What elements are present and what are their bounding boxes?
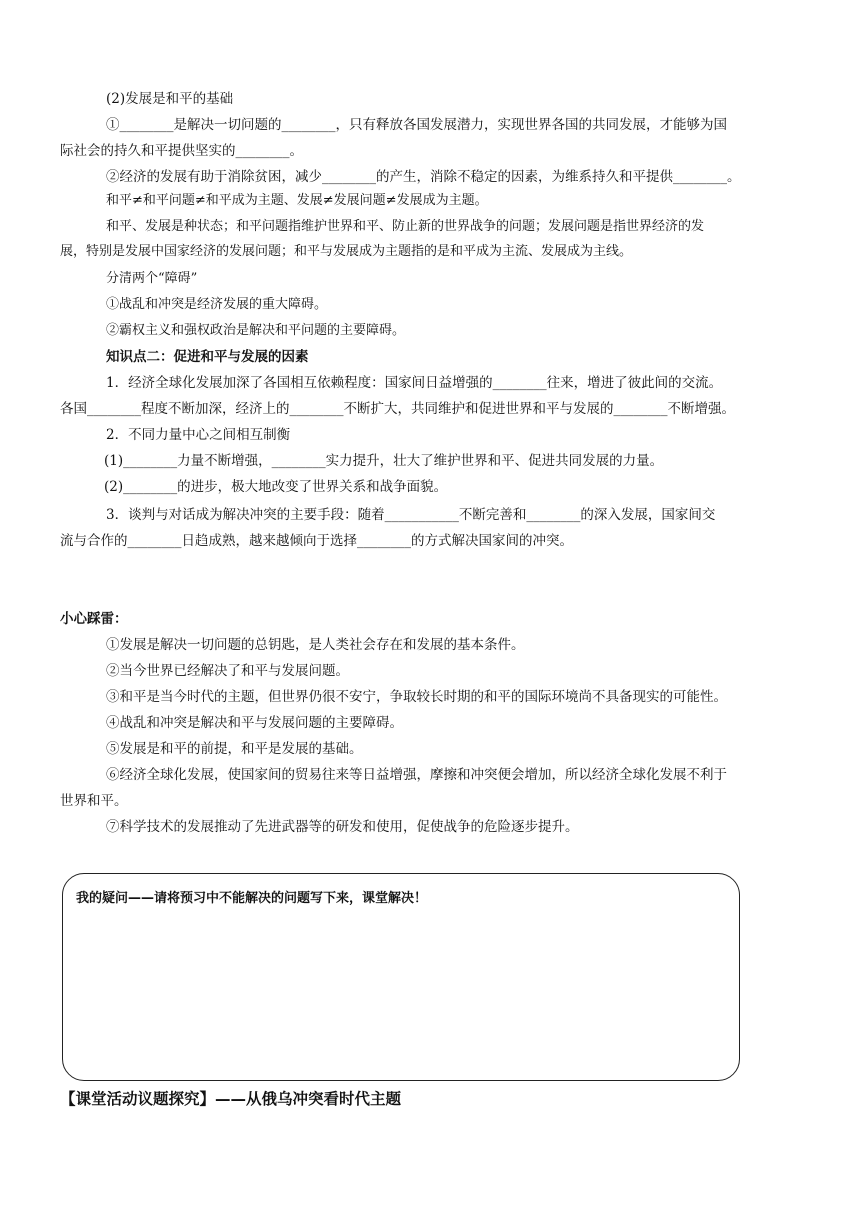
pitfall-item: ③和平是当今时代的主题，但世界仍很不安宁，争取较长时期的和平的国际环境尚不具备现实的可能性。 bbox=[106, 689, 727, 705]
activity-title: 【课堂活动议题探究】——从俄乌冲突看时代主题 bbox=[60, 1090, 402, 1108]
knowledge-point-heading: 知识点二：促进和平与发展的因素 bbox=[106, 349, 309, 365]
paragraph-line: (1)________力量不断增强，________实力提升，壮大了维护世界和平、促进共同发展的力量。 bbox=[104, 453, 664, 469]
question-box-title: 我的疑问——请将预习中不能解决的问题写下来，课堂解决！ bbox=[76, 891, 428, 906]
paragraph-line: ①________是解决一切问题的________，只有释放各国发展潜力，实现世界各国的共同发展，才能够为国 bbox=[106, 117, 727, 133]
paragraph-line: 各国________程度不断加深，经济上的________不断扩大，共同维护和促进世界和平与发展的________不断增强。 bbox=[60, 401, 735, 417]
pitfall-item: 世界和平。 bbox=[60, 793, 128, 809]
pitfall-item: ①发展是解决一切问题的总钥匙，是人类社会存在和发展的基本条件。 bbox=[106, 637, 525, 653]
note-line: 展，特别是发展中国家经济的发展问题；和平与发展成为主题指的是和平成为主流、发展成为主线。 bbox=[60, 244, 633, 259]
pitfall-item: ②当今世界已经解决了和平与发展问题。 bbox=[106, 663, 349, 679]
note-line: 分清两个“障碍” bbox=[106, 271, 198, 286]
note-line: 和平、发展是种状态；和平问题指维护世界和平、防止新的世界战争的问题；发展问题是指世界经济的发 bbox=[106, 219, 705, 234]
pitfall-item: ④战乱和冲突是解决和平与发展问题的主要障碍。 bbox=[106, 715, 403, 731]
paragraph-line: (2)________的进步，极大地改变了世界关系和战争面貌。 bbox=[104, 479, 448, 495]
note-line: ②霸权主义和强权政治是解决和平问题的主要障碍。 bbox=[106, 323, 406, 338]
paragraph-line: 3．谈判与对话成为解决冲突的主要手段：随着___________不断完善和________的深入发展，国家间交 bbox=[106, 507, 716, 523]
pitfalls-heading: 小心踩雷： bbox=[60, 611, 128, 627]
paragraph-line: 1．经济全球化发展加深了各国相互依赖程度：国家间日益增强的________往来，增进了彼此间的交流。 bbox=[106, 375, 723, 391]
subsection-heading: (2)发展是和平的基础 bbox=[106, 91, 234, 107]
note-line: 和平≠和平问题≠和平成为主题、发展≠发展问题≠发展成为主题。 bbox=[106, 193, 488, 208]
pitfall-item: ⑥经济全球化发展，使国家间的贸易往来等日益增强，摩擦和冲突便会增加，所以经济全球化发展不利于 bbox=[106, 767, 727, 783]
pitfall-item: ⑤发展是和平的前提，和平是发展的基础。 bbox=[106, 741, 363, 757]
paragraph-line: 流与合作的________日趋成熟，越来越倾向于选择________的方式解决国家间的冲突。 bbox=[60, 533, 573, 549]
paragraph-line: 际社会的持久和平提供坚实的________。 bbox=[60, 143, 303, 159]
note-line: ①战乱和冲突是经济发展的重大障碍。 bbox=[106, 297, 328, 312]
pitfall-item: ⑦科学技术的发展推动了先进武器等的研发和使用，促使战争的危险逐步提升。 bbox=[106, 819, 579, 835]
paragraph-line: ②经济的发展有助于消除贫困，减少________的产生，消除不稳定的因素，为维系持久和平提供________。 bbox=[106, 169, 741, 185]
paragraph-line: 2．不同力量中心之间相互制衡 bbox=[106, 427, 291, 443]
